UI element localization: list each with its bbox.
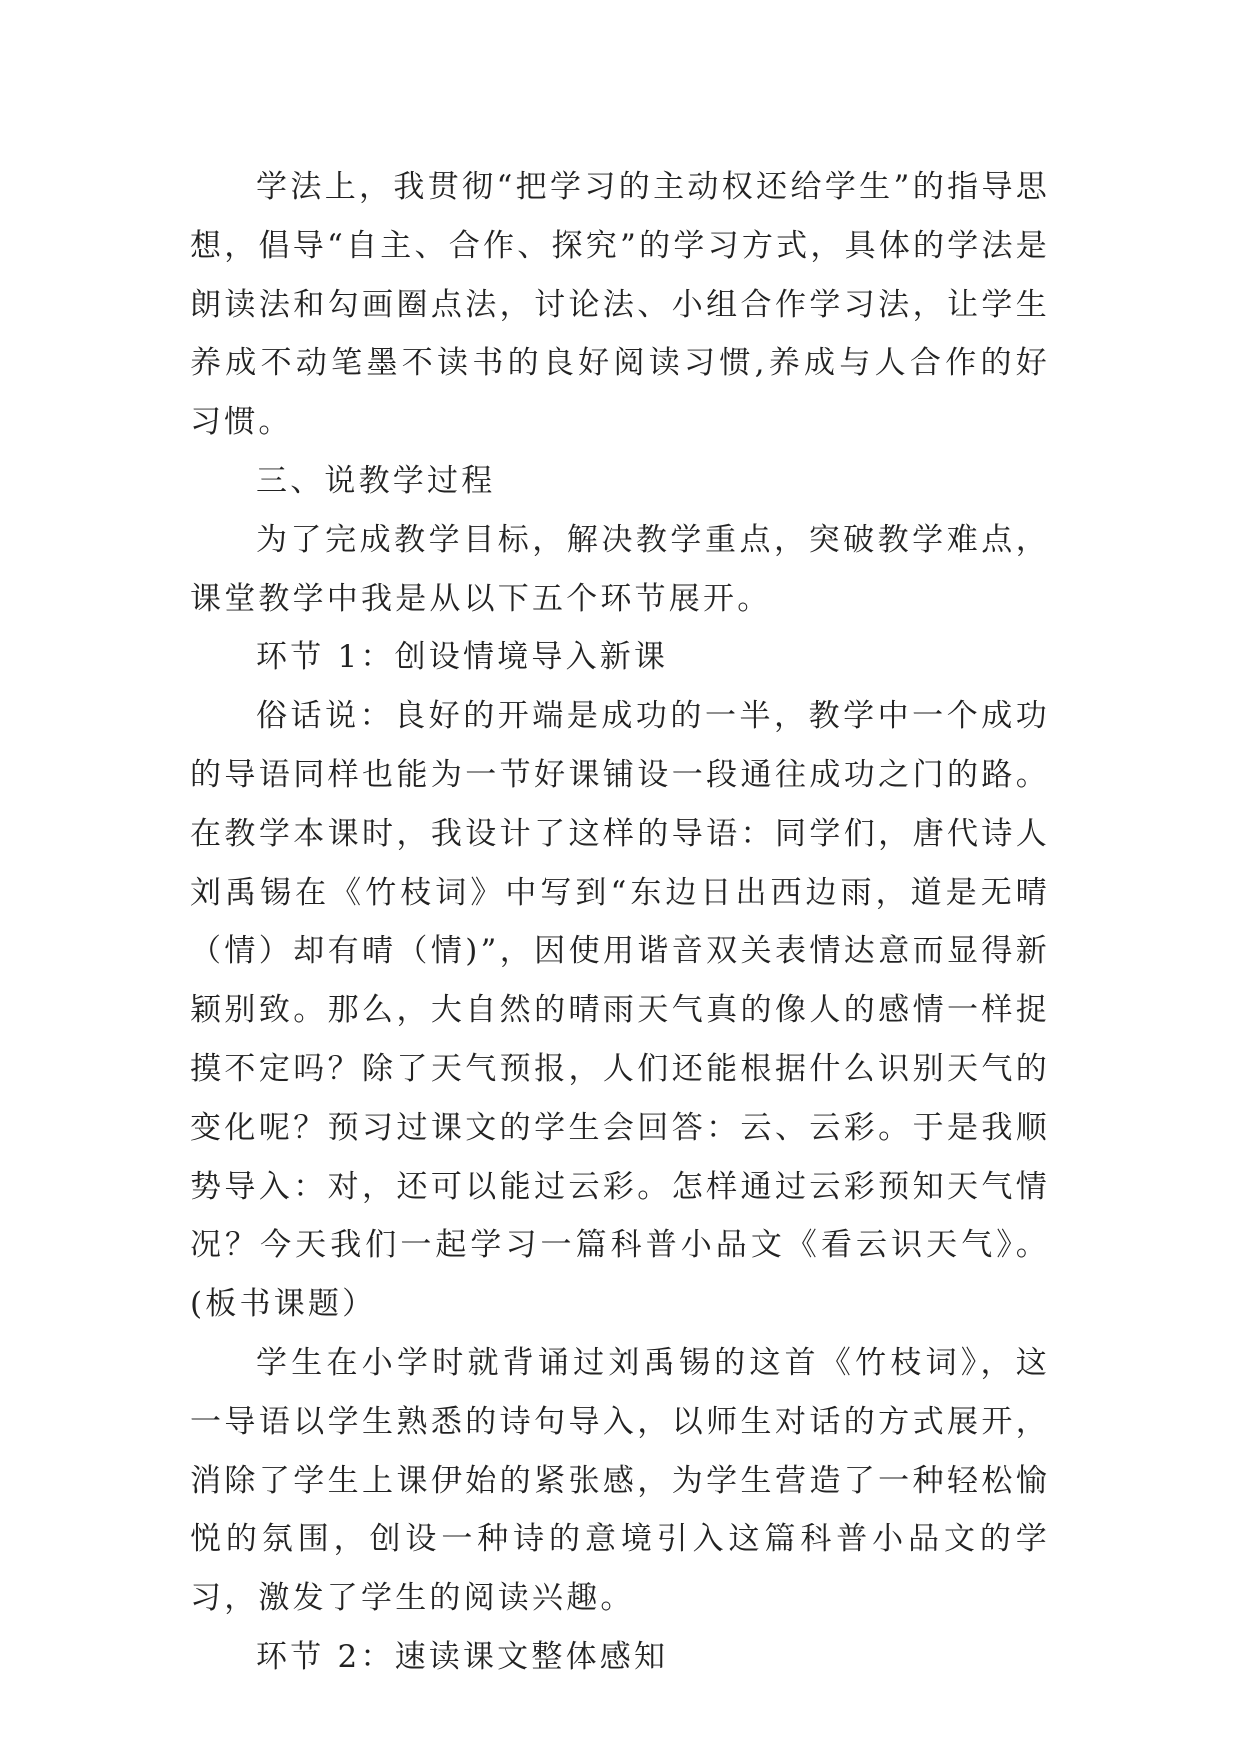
paragraph-lead-in-effect: 学生在小学时就背诵过刘禹锡的这首《竹枝词》，这一导语以学生熟悉的诗句导入，以师生对话的方式展开，消除了学生上课伊始的紧张感，为学生营造了一种轻松愉悦的氛围，创设一种诗的意境引入这篇科普小品文的学习，激发了学生的阅读兴趣。	[190, 1344, 1050, 1617]
paragraph-lead-in: 俗话说：良好的开端是成功的一半，教学中一个成功的导语同样也能为一节好课铺设一段通往成功之门的路。在教学本课时，我设计了这样的导语：同学们，唐代诗人刘禹锡在《竹枝词》中写到“东边日出西边雨，道是无晴（情）却有晴（情)”，因使用谐音双关表情达意而显得新颖别致。那么，大自然的晴雨天气真的像人的感情一样捉摸不定吗？除了天气预报，人们还能根据什么识别天气的变化呢？预习过课文的学生会回答：云、云彩。于是我顺势导入：对，还可以能过云彩。怎样通过云彩预知天气情况？今天我们一起学习一篇科普小品文《看云识天气》。(板书课题）	[190, 698, 1050, 1323]
document-body	[190, 158, 1050, 1687]
stage-1-heading: 环节 1：创设情境导入新课	[256, 639, 669, 676]
paragraph-five-stages-intro: 为了完成教学目标，解决教学重点，突破教学难点，课堂教学中我是从以下五个环节展开。	[190, 521, 1050, 617]
section-heading-teaching-process: 三、说教学过程	[256, 462, 496, 499]
paragraph-study-method: 学法上，我贯彻“把学习的主动权还给学生”的指导思想，倡导“自主、合作、探究”的学习方式，具体的学法是朗读法和勾画圈点法，讨论法、小组合作学习法，让学生养成不动笔墨不读书的良好阅读习惯,养成与人合作的好习惯。	[190, 169, 1050, 441]
stage-2-heading: 环节 2：速读课文整体感知	[256, 1638, 669, 1675]
